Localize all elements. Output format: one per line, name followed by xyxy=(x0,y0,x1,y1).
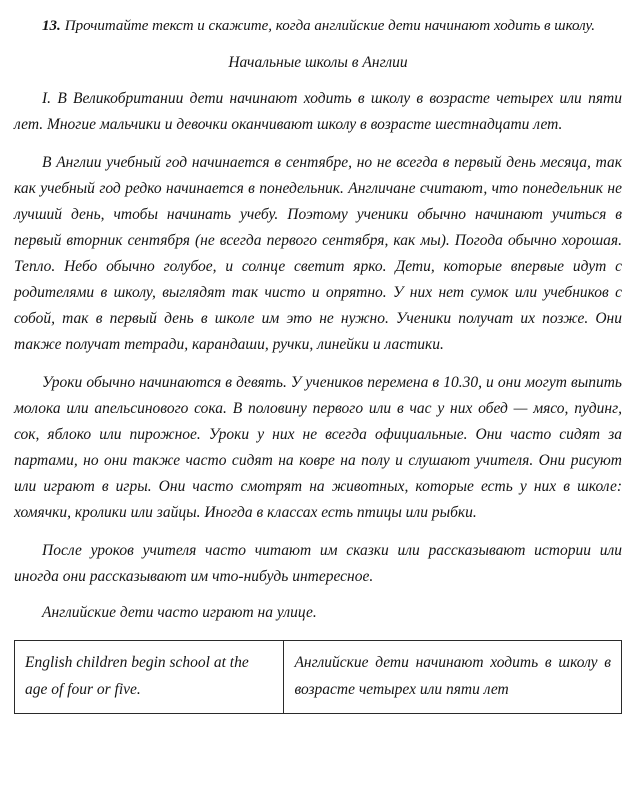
task-instruction: Прочитайте текст и скажите, когда английские дети начинают ходить в школу. xyxy=(64,18,595,34)
translation-table xyxy=(14,640,622,714)
paragraph-5: Английские дети часто играют на улице. xyxy=(42,604,317,621)
table-row xyxy=(15,641,622,714)
table-cell-english: English children begin school at the age of four or five. xyxy=(15,641,284,714)
task-number: 13. xyxy=(42,18,61,34)
task-line xyxy=(14,14,622,38)
paragraph-2: В Англии учебный год начинается в сентябре, но не всегда в первый день месяца, так как учебный год редко начинается в понедельник. Англичане считают, что понедельник не лучший день, чтобы начинать учебу. Поэтому ученики обычно начинают учиться в первый вторник сентября (не всегда первого сентября, как мы). Погода обычно хорошая. Тепло. Небо обычно голубое, и солнце светит ярко. Дети, которые впервые идут с родителями в школу, выглядят так чисто и опрятно. У них нет сумок или учебников с собой, так в первый день в школе им это не нужно. Ученики получат их позже. Они также получат тетради, карандаши, ручки, линейки и ластики. xyxy=(14,154,622,353)
text-title: Начальные школы в Англии xyxy=(228,54,408,71)
paragraph-4: После уроков учителя часто читают им сказки или рассказывают истории или иногда они рассказывают им что-нибудь интересное. xyxy=(14,542,622,585)
table-cell-russian: Английские дети начинают ходить в школу в возрасте четырех или пяти лет xyxy=(284,641,622,714)
paragraph-1: I. В Великобритании дети начинают ходить в школу в возрасте четырех или пяти лет. Многие мальчики и девочки оканчивают школу в возрасте шестнадцати лет. xyxy=(14,90,622,133)
paragraph-3: Уроки обычно начинаются в девять. У учеников перемена в 10.30, и они могут выпить молока или апельсинового сока. В половину первого или в час у них обед — мясо, пудинг, сок, яблоко или пирожное. Уроки у них не всегда официальные. Они часто сидят за партами, но они также часто сидят на ковре на полу и слушают учителя. Они рисуют или играют в игры. Они часто смотрят на животных, которые есть у них в школе: хомячки, кролики или зайцы. Иногда в классах есть птицы или рыбки. xyxy=(14,374,622,521)
